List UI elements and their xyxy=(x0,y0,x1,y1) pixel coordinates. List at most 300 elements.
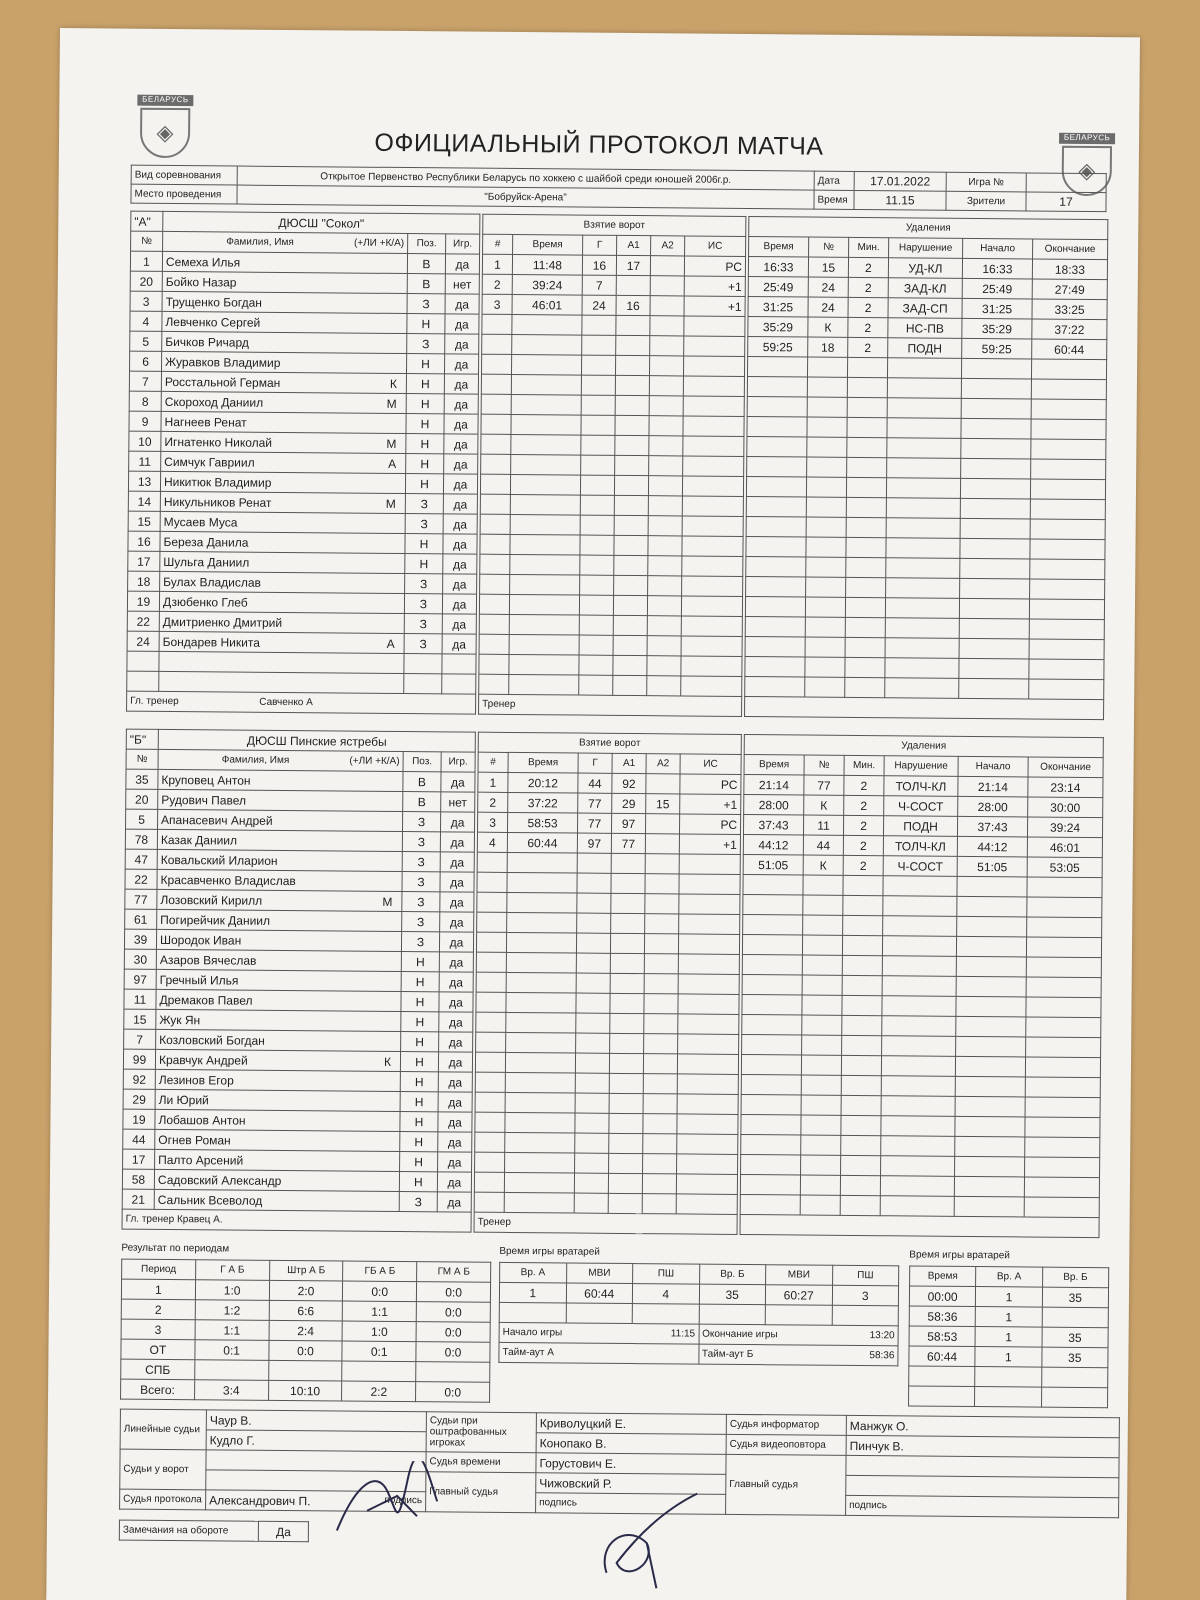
penalty-player xyxy=(806,477,846,497)
goalie-change-value: 1 xyxy=(976,1307,1043,1328)
penalty-start: 37:43 xyxy=(957,816,1027,837)
penalty-infraction xyxy=(887,418,961,439)
player-position: В xyxy=(403,792,441,812)
goal-scorer xyxy=(580,535,614,555)
player-position: В xyxy=(407,274,445,294)
penalty-start xyxy=(959,658,1029,679)
player-position: Н xyxy=(406,454,444,474)
player-name-text: Журавков Владимир xyxy=(165,354,281,370)
goal-assist-2 xyxy=(644,934,678,954)
player-number: 99 xyxy=(123,1049,155,1069)
goal-assist-2 xyxy=(645,834,679,854)
goalie-value: 1 xyxy=(499,1282,566,1303)
goal-scorer xyxy=(579,615,613,635)
goal-assist-2 xyxy=(647,676,681,696)
penalty-infraction: ЗАД-КЛ xyxy=(888,278,962,299)
goal-assist-2 xyxy=(642,1174,676,1194)
player-number: 97 xyxy=(124,969,156,989)
goal-row xyxy=(481,434,744,456)
federation-logo-left: БЕЛАРУСЬ ◈ xyxy=(137,95,194,161)
goal-assist-2 xyxy=(645,874,679,894)
goal-scorer xyxy=(579,655,613,675)
player-position: З xyxy=(407,334,445,354)
goal-index xyxy=(481,414,511,434)
penalty-start: 28:00 xyxy=(958,796,1028,817)
penalty-time xyxy=(742,974,802,995)
penalty-minutes xyxy=(842,1035,882,1055)
goalie-header: ПШ xyxy=(633,1264,700,1285)
player-played: да xyxy=(443,494,477,514)
player-played: да xyxy=(439,992,473,1012)
period-header: ГМ А Б xyxy=(417,1262,491,1283)
penalty-player xyxy=(806,497,846,517)
penalty-end xyxy=(1026,977,1101,998)
period-score: 0:0 xyxy=(416,1322,490,1343)
goal-time xyxy=(506,952,576,973)
goal-assist-2 xyxy=(643,1114,677,1134)
federation-logo-right: БЕЛАРУСЬ ◈ xyxy=(1059,133,1116,199)
goal-scorer xyxy=(580,555,614,575)
penalty-time: 16:33 xyxy=(748,257,808,278)
penalty-end: 46:01 xyxy=(1027,837,1102,858)
player-name xyxy=(156,989,401,1011)
goal-time: 20:12 xyxy=(508,772,578,793)
penalty-time xyxy=(741,1114,801,1135)
goal-assist-2 xyxy=(643,1134,677,1154)
ornament-icon: ◈ xyxy=(1062,146,1112,196)
goal-scorer xyxy=(574,1173,608,1193)
penalty-end xyxy=(1026,1017,1101,1038)
goal-row xyxy=(481,414,744,436)
period-score: 1:2 xyxy=(195,1300,269,1321)
goal-assist-2 xyxy=(644,1034,678,1054)
player-name xyxy=(155,1089,400,1111)
goal-situation: +1 xyxy=(679,834,740,855)
goal-scorer: 24 xyxy=(582,295,616,315)
game-number xyxy=(1026,173,1106,193)
goal-row xyxy=(474,1192,737,1214)
player-played: да xyxy=(444,394,478,414)
player-name-text: Кравчук Андрей xyxy=(158,1052,248,1068)
team-a-name: ДЮСШ "Сокол" xyxy=(163,211,480,234)
goal-row xyxy=(477,832,740,854)
goal-scorer xyxy=(577,853,611,873)
goal-index xyxy=(479,654,509,674)
goal-assist-2 xyxy=(644,994,678,1014)
penalty-minutes: 2 xyxy=(848,337,888,357)
player-name-text: Шульга Даниил xyxy=(163,554,250,570)
player-name-text: Лобашов Антон xyxy=(158,1112,246,1128)
goal-assist-2 xyxy=(645,854,679,874)
penalty-infraction xyxy=(883,876,957,897)
goal-assist-2 xyxy=(645,914,679,934)
penalty-start xyxy=(960,518,1030,539)
player-position: Н xyxy=(406,374,444,394)
player-name xyxy=(160,531,405,553)
period-name: Всего: xyxy=(121,1379,195,1400)
empty-cell xyxy=(975,1367,1042,1388)
date-value: 17.01.2022 xyxy=(854,171,946,191)
penalty-time: 21:14 xyxy=(744,774,804,795)
protocol-sheet xyxy=(46,28,1140,1600)
penalty-infraction xyxy=(883,916,957,937)
goal-time xyxy=(510,554,580,575)
goal-assist-1: 77 xyxy=(611,833,645,853)
penalty-start xyxy=(960,558,1030,579)
penalty-time: 44:12 xyxy=(743,834,803,855)
penalty-end xyxy=(1025,1157,1100,1178)
goal-assist-2 xyxy=(643,1054,677,1074)
period-score: 0:1 xyxy=(342,1341,416,1362)
player-position: Н xyxy=(401,992,439,1012)
player-name-text: Семеха Илья xyxy=(165,254,241,270)
goal-scorer xyxy=(576,1013,610,1033)
player-name xyxy=(161,411,406,433)
goal-row xyxy=(475,1152,738,1174)
player-position: З xyxy=(405,514,443,534)
goal-row xyxy=(475,1092,738,1114)
player-name-text: Рудович Павел xyxy=(161,792,247,808)
penalty-start xyxy=(959,618,1029,639)
player-role: А xyxy=(388,456,397,471)
penalty-minutes xyxy=(845,597,885,617)
player-name xyxy=(156,929,401,951)
player-name xyxy=(160,491,405,513)
goal-scorer xyxy=(575,1153,609,1173)
penalty-infraction: ПОДН xyxy=(883,816,957,837)
player-position: З xyxy=(404,594,442,614)
goal-assist-1: 16 xyxy=(616,295,650,315)
goal-row xyxy=(476,952,739,974)
penalty-start xyxy=(954,1196,1024,1217)
goal-scorer xyxy=(575,1093,609,1113)
penalty-time xyxy=(742,1034,802,1055)
goal-assist-2 xyxy=(642,1194,676,1214)
goal-index xyxy=(477,872,507,892)
penalty-time xyxy=(741,1094,801,1115)
penalty-start xyxy=(956,956,1026,977)
goal-assist-2 xyxy=(647,656,681,676)
goal-assist-2 xyxy=(649,356,683,376)
goal-time xyxy=(505,1072,575,1093)
player-number: 11 xyxy=(129,451,161,471)
goal-situation xyxy=(679,874,740,895)
player-played: да xyxy=(442,594,476,614)
penalty-infraction xyxy=(885,678,959,699)
player-name-text: Ли Юрий xyxy=(158,1092,209,1107)
goal-assist-1 xyxy=(615,395,649,415)
period-score xyxy=(416,1362,490,1383)
player-played: да xyxy=(443,514,477,534)
player-name-text: Лезинов Егор xyxy=(158,1072,234,1088)
penalty-infraction xyxy=(885,598,959,619)
time-value: 11.15 xyxy=(854,190,946,210)
penalty-start: 21:14 xyxy=(958,776,1028,797)
penalty-player xyxy=(801,1115,841,1135)
goalie-change-header: Вр. Б xyxy=(1042,1267,1109,1288)
empty-cell xyxy=(909,1366,976,1387)
player-name xyxy=(158,809,403,831)
penalty-minutes xyxy=(847,357,887,377)
goal-assist-1 xyxy=(610,1033,644,1053)
player-number: 29 xyxy=(123,1089,155,1109)
goal-assist-1 xyxy=(609,1093,643,1113)
penalty-minutes xyxy=(847,437,887,457)
penalty-player: 77 xyxy=(804,775,844,795)
goal-assist-1 xyxy=(608,1173,642,1193)
penalty-player xyxy=(800,1195,840,1215)
goal-time: 37:22 xyxy=(508,792,578,813)
goal-index xyxy=(475,1132,505,1152)
player-position: З xyxy=(407,294,445,314)
penalty-infraction: УД-КЛ xyxy=(888,258,962,279)
goal-scorer xyxy=(576,953,610,973)
player-role: А xyxy=(386,636,395,651)
goal-scorer xyxy=(575,1073,609,1093)
goal-assist-2 xyxy=(644,1014,678,1034)
goal-assist-2 xyxy=(650,296,684,316)
goal-scorer xyxy=(582,315,616,335)
player-name-text: Круповец Антон xyxy=(161,772,251,788)
goal-assist-2 xyxy=(649,396,683,416)
penalty-infraction xyxy=(882,1016,956,1037)
player-played: да xyxy=(441,772,475,792)
goal-time xyxy=(504,1192,574,1213)
penalty-start: 44:12 xyxy=(957,836,1027,857)
goal-time: 11:48 xyxy=(512,254,582,275)
player-position: Н xyxy=(401,952,439,972)
player-name-text: Лозовский Кирилл xyxy=(160,892,263,908)
player-played: да xyxy=(443,534,477,554)
penalty-minutes: 2 xyxy=(848,297,888,317)
player-name-text: Булах Владислав xyxy=(163,574,262,590)
player-position: Н xyxy=(405,474,443,494)
penalty-player xyxy=(805,677,845,697)
goal-row xyxy=(475,1132,738,1154)
penalty-end: 18:33 xyxy=(1032,259,1107,280)
goalie-value: 60:44 xyxy=(566,1283,633,1304)
player-name xyxy=(156,949,401,971)
linesman-2: Кудло Г. xyxy=(206,1430,426,1452)
player-number: 77 xyxy=(125,889,157,909)
penalty-time xyxy=(740,1174,800,1195)
player-number: 22 xyxy=(125,869,157,889)
player-played: да xyxy=(443,474,477,494)
goal-time xyxy=(511,374,581,395)
player-name xyxy=(161,391,406,413)
goal-assist-2 xyxy=(650,336,684,356)
goal-index xyxy=(475,1092,505,1112)
player-number: 5 xyxy=(130,331,162,351)
penalty-player: 15 xyxy=(808,257,848,277)
empty-cell xyxy=(404,674,442,694)
goal-row xyxy=(476,972,739,994)
player-name xyxy=(162,331,407,353)
game-start: 11:15 xyxy=(670,1328,696,1340)
player-position: Н xyxy=(406,354,444,374)
player-name xyxy=(160,551,405,573)
player-name-text: Красавченко Владислав xyxy=(160,872,296,888)
player-number: 11 xyxy=(124,989,156,1009)
goal-index: 1 xyxy=(482,254,512,274)
period-header: Период xyxy=(122,1259,196,1280)
player-name-text: Садовский Александр xyxy=(157,1172,282,1188)
player-name xyxy=(157,829,402,851)
scorer: Александрович П. xyxy=(209,1492,311,1508)
penalty-start xyxy=(961,458,1031,479)
goalie-change-header: Время xyxy=(910,1266,977,1287)
team-b-goals: Взятие ворот # Время Г А1 А2 ИС 1 20:12 44 92 РС 2 37:22 77 29 15 +1 3 58:53 77 97 РС 4 60:44 97 77 +1 Тренер xyxy=(474,732,742,1235)
player-played: да xyxy=(437,1192,471,1212)
penalty-end xyxy=(1025,1077,1100,1098)
goal-row xyxy=(480,474,743,496)
penalty-minutes xyxy=(842,955,882,975)
player-number: 14 xyxy=(128,491,160,511)
goal-time xyxy=(506,932,576,953)
player-number: 18 xyxy=(128,571,160,591)
penalty-infraction xyxy=(881,1136,955,1157)
player-position: З xyxy=(402,892,440,912)
goal-situation xyxy=(682,516,743,537)
goal-index xyxy=(476,952,506,972)
goal-index: 4 xyxy=(477,832,507,852)
goal-assist-2 xyxy=(649,416,683,436)
player-name xyxy=(160,511,405,533)
player-played: да xyxy=(438,1072,472,1092)
penalty-start xyxy=(955,1096,1025,1117)
player-position: З xyxy=(405,494,443,514)
period-score: 0:1 xyxy=(195,1340,269,1361)
player-played: да xyxy=(438,1152,472,1172)
goal-scorer xyxy=(581,455,615,475)
player-played: да xyxy=(440,852,474,872)
goal-time xyxy=(509,634,579,655)
player-position: З xyxy=(402,912,440,932)
penalty-end xyxy=(1031,419,1106,440)
penalty-infraction xyxy=(886,518,960,539)
penalty-infraction: Ч-СОСТ xyxy=(883,856,957,877)
player-name xyxy=(156,1029,401,1051)
goal-assist-2 xyxy=(648,496,682,516)
player-number: 15 xyxy=(128,511,160,531)
player-position: З xyxy=(404,634,442,654)
goal-row xyxy=(481,394,744,416)
empty-cell xyxy=(442,674,476,694)
player-played: да xyxy=(445,314,479,334)
player-played: да xyxy=(445,334,479,354)
penalty-player xyxy=(807,377,847,397)
penalty-start xyxy=(957,876,1027,897)
goal-time: 39:24 xyxy=(512,274,582,295)
goal-assist-2 xyxy=(643,1094,677,1114)
period-score: 2:2 xyxy=(342,1381,416,1402)
goal-row xyxy=(477,852,740,874)
period-row xyxy=(121,1379,490,1402)
penalty-minutes xyxy=(843,915,883,935)
goalie-change-value: 35 xyxy=(1042,1287,1109,1308)
goal-scorer xyxy=(576,933,610,953)
goal-assist-1 xyxy=(614,475,648,495)
goal-index xyxy=(479,674,509,694)
player-name-text: Нагнеев Ренат xyxy=(164,414,247,430)
penalty-player xyxy=(801,1075,841,1095)
goal-row xyxy=(477,912,740,934)
goal-situation xyxy=(681,596,742,617)
penalty-minutes xyxy=(846,517,886,537)
penalty-player: 44 xyxy=(803,835,843,855)
goalie-header: Вр. Б xyxy=(699,1264,766,1285)
period-header: Штр А Б xyxy=(269,1260,343,1281)
player-name xyxy=(157,889,402,911)
goal-situation xyxy=(677,1114,738,1135)
penalty-player xyxy=(802,975,842,995)
goal-row xyxy=(480,554,743,576)
penalty-end xyxy=(1025,1137,1100,1158)
goal-row xyxy=(477,812,740,834)
player-name xyxy=(159,631,404,653)
goal-assist-2 xyxy=(645,814,679,834)
goal-time xyxy=(509,654,579,675)
goal-situation xyxy=(677,1134,738,1155)
goal-situation xyxy=(684,316,745,337)
player-name xyxy=(155,1069,400,1091)
penalty-end: 37:22 xyxy=(1032,319,1107,340)
goal-assist-2 xyxy=(647,636,681,656)
player-played: да xyxy=(444,414,478,434)
penalty-time xyxy=(743,914,803,935)
goalie-change-row xyxy=(909,1326,1108,1348)
goal-assist-1 xyxy=(613,635,647,655)
penalty-time xyxy=(746,537,806,558)
penalty-minutes: 2 xyxy=(848,317,888,337)
penalty-end xyxy=(1024,1197,1099,1218)
player-name-text: Трущенко Богдан xyxy=(165,294,263,310)
goal-time xyxy=(509,614,579,635)
player-played: да xyxy=(438,1132,472,1152)
goal-index: 2 xyxy=(482,274,512,294)
player-played: да xyxy=(444,434,478,454)
player-position: Н xyxy=(406,434,444,454)
goal-time xyxy=(511,434,581,455)
goalie-change-value: 58:53 xyxy=(909,1326,976,1347)
penalty-time xyxy=(747,377,807,398)
penalty-end: 33:25 xyxy=(1032,299,1107,320)
penalty-time xyxy=(741,1074,801,1095)
penalty-start xyxy=(956,936,1026,957)
goal-scorer xyxy=(575,1053,609,1073)
goal-index xyxy=(477,892,507,912)
goal-assist-1 xyxy=(613,675,647,695)
penalty-infraction xyxy=(883,896,957,917)
goal-assist-2 xyxy=(643,1154,677,1174)
penalty-time xyxy=(747,397,807,418)
player-name-text: Никитюк Владимир xyxy=(163,474,272,490)
goal-assist-2 xyxy=(644,954,678,974)
goal-index xyxy=(479,634,509,654)
player-number: 5 xyxy=(126,809,158,829)
player-number: 78 xyxy=(125,829,157,849)
player-role: М xyxy=(386,396,397,411)
player-played: да xyxy=(439,932,473,952)
penalty-end xyxy=(1030,519,1105,540)
goalie-change-value: 58:36 xyxy=(909,1306,976,1327)
goal-index: 2 xyxy=(478,792,508,812)
goal-time xyxy=(505,1132,575,1153)
goal-assist-2 xyxy=(647,616,681,636)
goal-assist-1 xyxy=(616,275,650,295)
goal-scorer xyxy=(581,435,615,455)
penalty-end xyxy=(1026,997,1101,1018)
